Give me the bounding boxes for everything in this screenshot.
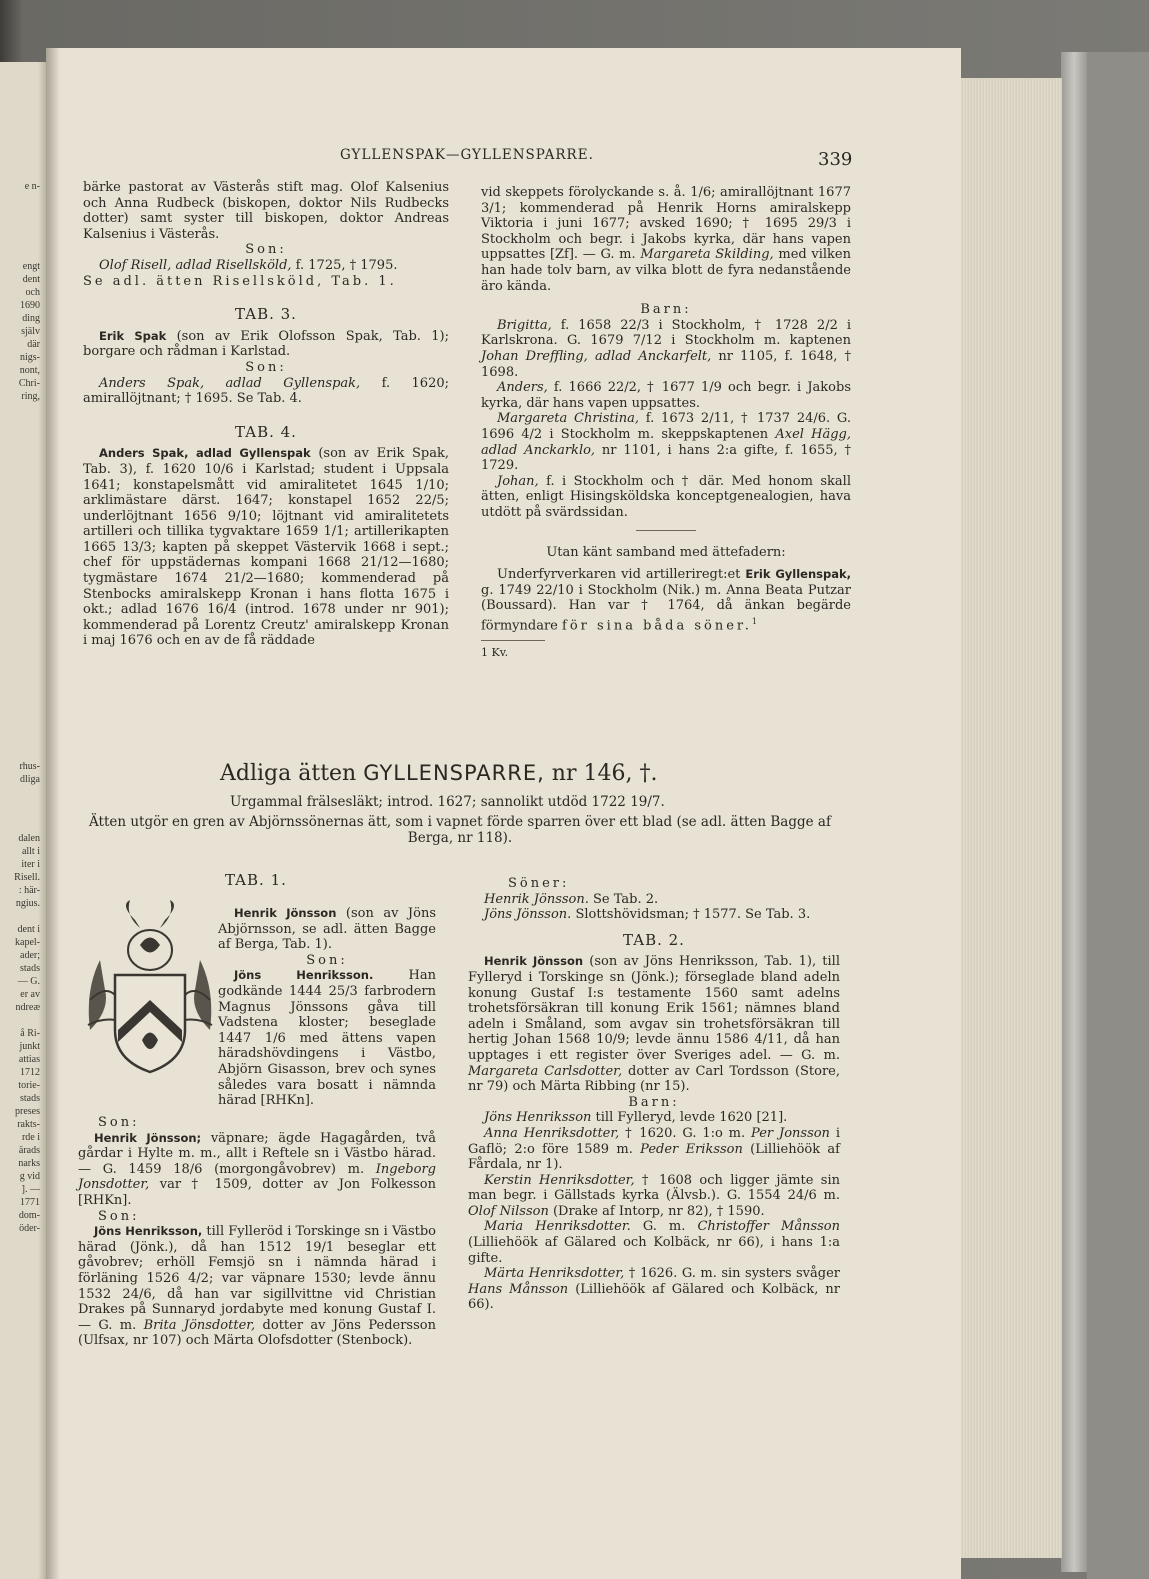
tab2-child-name: Kerstin Henriksdotter, — [484, 1172, 635, 1188]
tab2-child-after: (Lilliehöök af Gälared och Kolbäck, nr 66), i hans 1:a gifte. — [468, 1235, 840, 1266]
right-intro-end: med vilken han hade tolv barn, av vilka blott de fyra nedanstående äro kända. — [481, 247, 851, 294]
tab1-son3: Son: — [98, 1208, 140, 1224]
soner-label: Söner: — [508, 876, 570, 891]
tab2-child-entry — [468, 1219, 840, 1266]
footnote-rule — [481, 640, 545, 641]
tab1-text4b: dotter av Jöns Pedersson (Ulfsax, nr 107) och Märta Olofsdotter (Stenbock). — [78, 1317, 436, 1349]
title-family-name: GYLLENSPARRE, — [363, 761, 545, 785]
left-fragment-line: e n- — [24, 181, 40, 192]
left-fragment-line: där — [27, 339, 40, 350]
left-fragment-line: 1712 — [20, 1067, 40, 1078]
tab2-child-text: till Fylleryd, levde 1620 [21]. — [591, 1110, 788, 1126]
tab2-child-after2: (Lilliehöök af Fårdala, nr 1). — [468, 1141, 840, 1173]
child-text: f. i Stockholm och † där. Med honom skall ätten, enligt Hisingsköldska konceptgenealogien, hava utdött på svärdssidan. — [481, 473, 851, 520]
left-fragment-line: ader; — [20, 950, 40, 961]
left-fragment-line: ding — [22, 313, 40, 324]
left-fragment-line: öder- — [19, 1223, 40, 1234]
coat-of-arms-image — [80, 900, 220, 1080]
tab4-text: (son av Erik Spak, Tab. 3), f. 1620 10/6 i Karlstad; student i Uppsala 1641; konstapelsmått vid amiralitetet 1645 1/10; arklimästare därst. 1647; konstapel 1652 22/5; underlöjtnant 1656 9/10; löjtnant vid amiralitetets artilleri och tillika tygvaktare 1659 1/1; artillerikapten 1665 13/3; kapten på skeppet Västervik 1668 i sept.; chef för uppstädernas kompani 1668 21/12—1680; tygmästare 1674 21/2—1680; kommenderad på Stenbocks amiralskepp Kronan i hans flotta 1675 i okt.; adlad 1676 16/4 (introd. 1678 under nr 901); kommenderad på Lorentz Creutz' amiralskepp Kronan i maj 1676 och en av de få räddade — [83, 446, 450, 649]
left-fragments-top — [25, 180, 40, 193]
left-fragment-line — [14, 910, 40, 923]
left-fragment-line: ]. — — [21, 1184, 40, 1195]
previous-page-strip — [0, 62, 46, 1579]
left-fragment-line: rhus- — [19, 761, 40, 772]
son-label: Son: — [245, 242, 287, 258]
son-details: f. 1725, † 1795. — [291, 257, 398, 273]
left-fragments-mid1 — [19, 260, 40, 403]
child-text: f. 1673 2/11, † 1737 24/6. G. 1696 4/2 i Stockholm m. skeppskaptenen — [481, 411, 851, 442]
tab2-child-after: i Gaflö; 2:o före 1589 m. — [468, 1125, 840, 1157]
child-entry — [481, 318, 851, 380]
left-fragment-line: rakts- — [17, 1119, 40, 1130]
left-fragment-line: dent — [22, 274, 40, 285]
tab1-text2: Han godkände 1444 25/3 farbrodern Magnus Jönssons gåva till Vadstena kloster; beseglade 1447 1/6 med ättens vapen häradshövdingens i Västbo, Abjörn Gisasson, brev och synes således vara bosatt i nämnda härad [RHKn]. — [218, 968, 437, 1109]
tab2-child-spouse2: Peder Eriksson — [640, 1141, 743, 1157]
left-fragment-line: dalen — [18, 833, 40, 844]
son1-name: Henrik Jönsson. — [484, 891, 589, 907]
left-fragment-line: 1771 — [20, 1197, 40, 1208]
left-fragment-line: 1690 — [20, 300, 40, 311]
left-fragment-line: g vid — [19, 1171, 40, 1182]
tab3-son-name: Anders Spak, adlad Gyllenspak, — [99, 375, 361, 391]
left-fragment-line: dom- — [18, 1210, 40, 1221]
tab1-text1: (son av Jöns Abjörnsson, se adl. ätten Bagge af Berga, Tab. 1). — [218, 906, 436, 953]
tab1-name1: Henrik Jönsson — [234, 906, 337, 920]
tab1-text4: till Fylleröd i Torskinge sn i Västbo härad (Jönk.), då han 1512 19/1 beseglar ett gåvobrev; erhöll Femsjö sn i nämnda härad i förläning 1526 4/2; var väpnare 1530; levde ännu 1532 24/6, då han var sigillvittne vid Christian Drakes på Sunnaryd jordabyte med konung Gustaf I. — G. m. — [78, 1224, 436, 1333]
tab2-child-spouse: Per Jonsson — [751, 1125, 830, 1141]
tab3-text: (son av Erik Olofsson Spak, Tab. 1); borgare och rådman i Karlstad. — [83, 328, 450, 360]
left-fragment-line: dent i — [17, 924, 40, 935]
tab2-child-spouse: Christoffer Månsson — [697, 1219, 840, 1235]
left-fragments-mid2 — [19, 760, 40, 786]
tab2-text: (son av Jöns Henriksson, Tab. 1), till Fylleryd i Torskinge sn (Jönk.); förseglade bland adeln konung Gustaf I:s testamente 1560 samt adelns trohetsförsäkran till konung Erik 1561; nämnes bland adeln i Småland, som avgav sin trohetsförsäkran till hertig Johan 1568 10/9; levde ännu 1586 4/11, då han upptages i ett register över Sveriges adel. — G. m. — [468, 954, 840, 1063]
tab3-son-text: f. 1620; amirallöjtnant; † 1695. Se Tab. 4. — [83, 375, 449, 407]
son2-name: Jöns Jönsson. — [484, 907, 572, 923]
lower-right-column — [468, 876, 840, 1313]
child-name: Anders, — [497, 380, 548, 396]
tab1-text3b: var † 1509, dotter av Jon Folkesson [RHKn]. — [78, 1177, 436, 1208]
page-number: 339 — [818, 149, 853, 170]
child-name: Johan, — [497, 473, 539, 489]
left-fragment-line: ring, — [21, 391, 40, 402]
tab2-child-entry — [468, 1173, 840, 1220]
tab2-wife: Margareta Carlsdotter, — [468, 1063, 623, 1079]
child-spouse: Johan Dreffling, adlad Anckarfelt, — [481, 348, 712, 364]
child-after: nr 1105, f. 1648, † 1698. — [481, 348, 851, 380]
left-fragments-low — [14, 832, 40, 1235]
tab2-child-text: † 1608 och ligger jämte sin man begr. i Gällstads kyrka (Älvsb.). G. 1554 24/6 m. — [468, 1172, 840, 1204]
left-fragment-line: : här- — [18, 885, 40, 896]
tab1-name3: Henrik Jönsson; — [94, 1130, 202, 1145]
barn-label: Barn: — [640, 302, 692, 318]
left-fragment-line: och — [25, 287, 40, 298]
tab2-name: Henrik Jönsson — [484, 954, 584, 969]
tab2-child-text: G. m. — [630, 1219, 698, 1235]
tab4-person-name: Anders Spak, adlad Gyllenspak — [99, 446, 311, 461]
tab2-child-after: (Drake af Intorp, nr 82), † 1590. — [548, 1203, 765, 1219]
child-name: Margareta Christina, — [497, 411, 640, 427]
child-text: f. 1658 22/3 i Stockholm, † 1728 2/2 i Karlskrona. G. 1679 7/12 i Stockholm m. kaptenen — [481, 317, 851, 349]
tab1-son2: Son: — [98, 1115, 140, 1130]
tab2-child-name: Anna Henriksdotter, — [484, 1125, 620, 1141]
tab1-name2: Jöns Henriksson. — [234, 968, 374, 983]
left-fragment-line: å Ri- — [20, 1028, 40, 1039]
tab2-heading: TAB. 2. — [623, 930, 685, 949]
tab2-child-name: Märta Henriksdotter, — [484, 1266, 625, 1282]
tab2-child-text: † 1626. G. m. sin systers svåger — [624, 1266, 840, 1282]
tab2-child-after: (Lilliehöök af Gälared och Kolbäck, nr 66). — [468, 1281, 840, 1313]
child-entry — [481, 380, 851, 411]
unknown-spaced: för sina båda söner. — [562, 618, 752, 634]
tab1-wife3: Ingeborg Jonsdotter, — [78, 1161, 436, 1193]
page-gutter-shadow — [46, 48, 60, 1579]
left-fragment-line: er av — [20, 989, 40, 1000]
left-fragment-line — [14, 1014, 40, 1027]
unknown-person-name: Erik Gyllenspak, — [745, 567, 851, 582]
left-fragment-line: rde i — [21, 1132, 40, 1143]
left-fragment-line: Chri- — [18, 378, 40, 389]
cover-edge — [1061, 52, 1087, 1572]
page-edges — [953, 78, 1062, 1558]
tab3-heading: TAB. 3. — [235, 305, 297, 324]
child-entry — [481, 474, 851, 521]
left-intro: bärke pastorat av Västerås stift mag. Olof Kalsenius och Anna Rudbeck (biskopen, doktor Nils Rudbecks dotter) samt syster till biskopen, doktor Andreas Kalsenius i Västerås. — [83, 180, 449, 242]
left-column — [83, 180, 449, 649]
left-fragment-line: torie- — [18, 1080, 40, 1091]
left-fragment-line: nont, — [19, 365, 40, 376]
son2-text: Slottshövidsman; † 1577. Se Tab. 3. — [571, 907, 811, 923]
left-fragment-line: junkt — [19, 1041, 40, 1052]
see-reference: Se adl. ätten Risellsköld, Tab. 1. — [83, 273, 397, 289]
left-fragment-line: kapel- — [15, 937, 40, 948]
tab1-son1: Son: — [306, 952, 348, 968]
left-fragment-line: dliga — [20, 774, 40, 785]
tab2-child-spouse: Olof Nilsson — [468, 1203, 549, 1219]
left-fragment-line: — G. — [17, 976, 40, 987]
tab2-text2: dotter av Carl Tordsson (Store, nr 79) och Märta Ribbing (nr 15). — [468, 1063, 841, 1095]
unknown-heading: Utan känt samband med ättefadern: — [546, 545, 786, 561]
left-fragment-line: engt — [22, 261, 40, 272]
left-fragment-line: stads — [20, 1093, 40, 1104]
child-name: Brigitta, — [497, 317, 552, 333]
child-spouse: Axel Hägg, adlad Anckarklo, — [481, 426, 851, 458]
unknown-text-b: g. 1749 22/10 i Stockholm (Nik.) m. Anna Beata Putzar (Boussard). Han var † 1764, då änkan begärde förmyndare — [481, 582, 851, 634]
left-fragment-line: stads — [20, 963, 40, 974]
left-fragment-line: iter i — [21, 859, 40, 870]
left-fragment-line: preses — [15, 1106, 40, 1117]
tab1-upper-text — [218, 906, 436, 1109]
child-entry — [481, 411, 851, 473]
tab2-child-text: † 1620. G. 1:o m. — [619, 1125, 752, 1141]
left-fragment-line: narks — [18, 1158, 40, 1169]
child-after: nr 1101, i hans 2:a gifte, f. 1655, † 1729. — [481, 442, 851, 474]
tab3-person-name: Erik Spak — [99, 328, 167, 343]
tab1-text3: väpnare; ägde Hagagården, två gårdar i Hylte m. m., allt i Reftele sn i Västbo härad. — G. 1459 18/6 (morgongåvobrev) m. — [78, 1130, 436, 1177]
tab2-child-entry — [468, 1126, 840, 1173]
left-fragment-line: Risell. — [14, 872, 40, 883]
left-fragment-line: allt i — [21, 846, 40, 857]
left-fragment-line: ärads — [18, 1145, 40, 1156]
tab1-wife4: Brita Jönsdotter, — [143, 1317, 256, 1333]
footnote-mark: 1 — [751, 616, 757, 626]
tab2-child-name: Maria Henriksdotter. — [484, 1219, 631, 1235]
section-divider — [636, 530, 696, 531]
son1-text: Se Tab. 2. — [588, 891, 659, 907]
tab4-heading: TAB. 4. — [235, 422, 297, 441]
child-text: f. 1666 22/2, † 1677 1/9 och begr. i Jakobs kyrka, där hans vapen uppsattes. — [481, 380, 851, 411]
title-prefix: Adliga ätten — [220, 761, 364, 786]
tab2-child-entry — [468, 1110, 840, 1126]
left-fragment-line: ngius. — [15, 898, 40, 909]
tab2-child-entry — [468, 1266, 840, 1313]
right-column — [481, 185, 851, 660]
tab2-barn-label: Barn: — [628, 1094, 680, 1110]
left-fragment-line: attias — [18, 1054, 40, 1065]
book-cover — [1087, 52, 1149, 1579]
running-title: GYLLENSPAK—GYLLENSPARRE. — [340, 147, 594, 163]
tab1-name4: Jöns Henriksson, — [94, 1224, 203, 1239]
tab2-child-name: Jöns Henriksson — [484, 1110, 592, 1126]
family-title — [220, 761, 780, 786]
unknown-text-a: Underfyrverkaren vid artilleriregt:et — [497, 567, 746, 583]
tab1-lower-text — [78, 1115, 436, 1349]
left-fragment-line: själv — [21, 326, 40, 337]
tab3-son-label: Son: — [245, 359, 287, 375]
right-intro: vid skeppets förolyckande s. å. 1/6; amirallöjtnant 1677 3/1; kommenderad på Henrik Horns amiralskepp Viktoria i juni 1677; avsked 1690; † 1695 29/3 i Stockholm och begr. i Jakobs kyrka, där hans vapen uppsattes [Zf]. — G. m. — [481, 185, 851, 263]
son-name: Olof Risell, adlad Risellsköld, — [99, 257, 292, 273]
wife-name: Margareta Skilding, — [640, 247, 774, 263]
left-fragment-line: nigs- — [20, 352, 40, 363]
tab2-child-spouse: Hans Månsson — [468, 1281, 569, 1297]
footnote: 1 Kv. — [481, 645, 509, 659]
tab1-heading: TAB. 1. — [225, 871, 287, 889]
origin-text: Ätten utgör en gren av Abjörnssönernas ätt, som i vapnet förde sparren över ett blad (se adl. ätten Bagge af Berga, nr 118). — [89, 814, 831, 846]
subtitle: Urgammal frälsesläkt; introd. 1627; sannolikt utdöd 1722 19/7. — [230, 794, 665, 810]
title-suffix: nr 146, †. — [544, 761, 658, 786]
left-fragment-line: ndreæ — [15, 1002, 40, 1013]
